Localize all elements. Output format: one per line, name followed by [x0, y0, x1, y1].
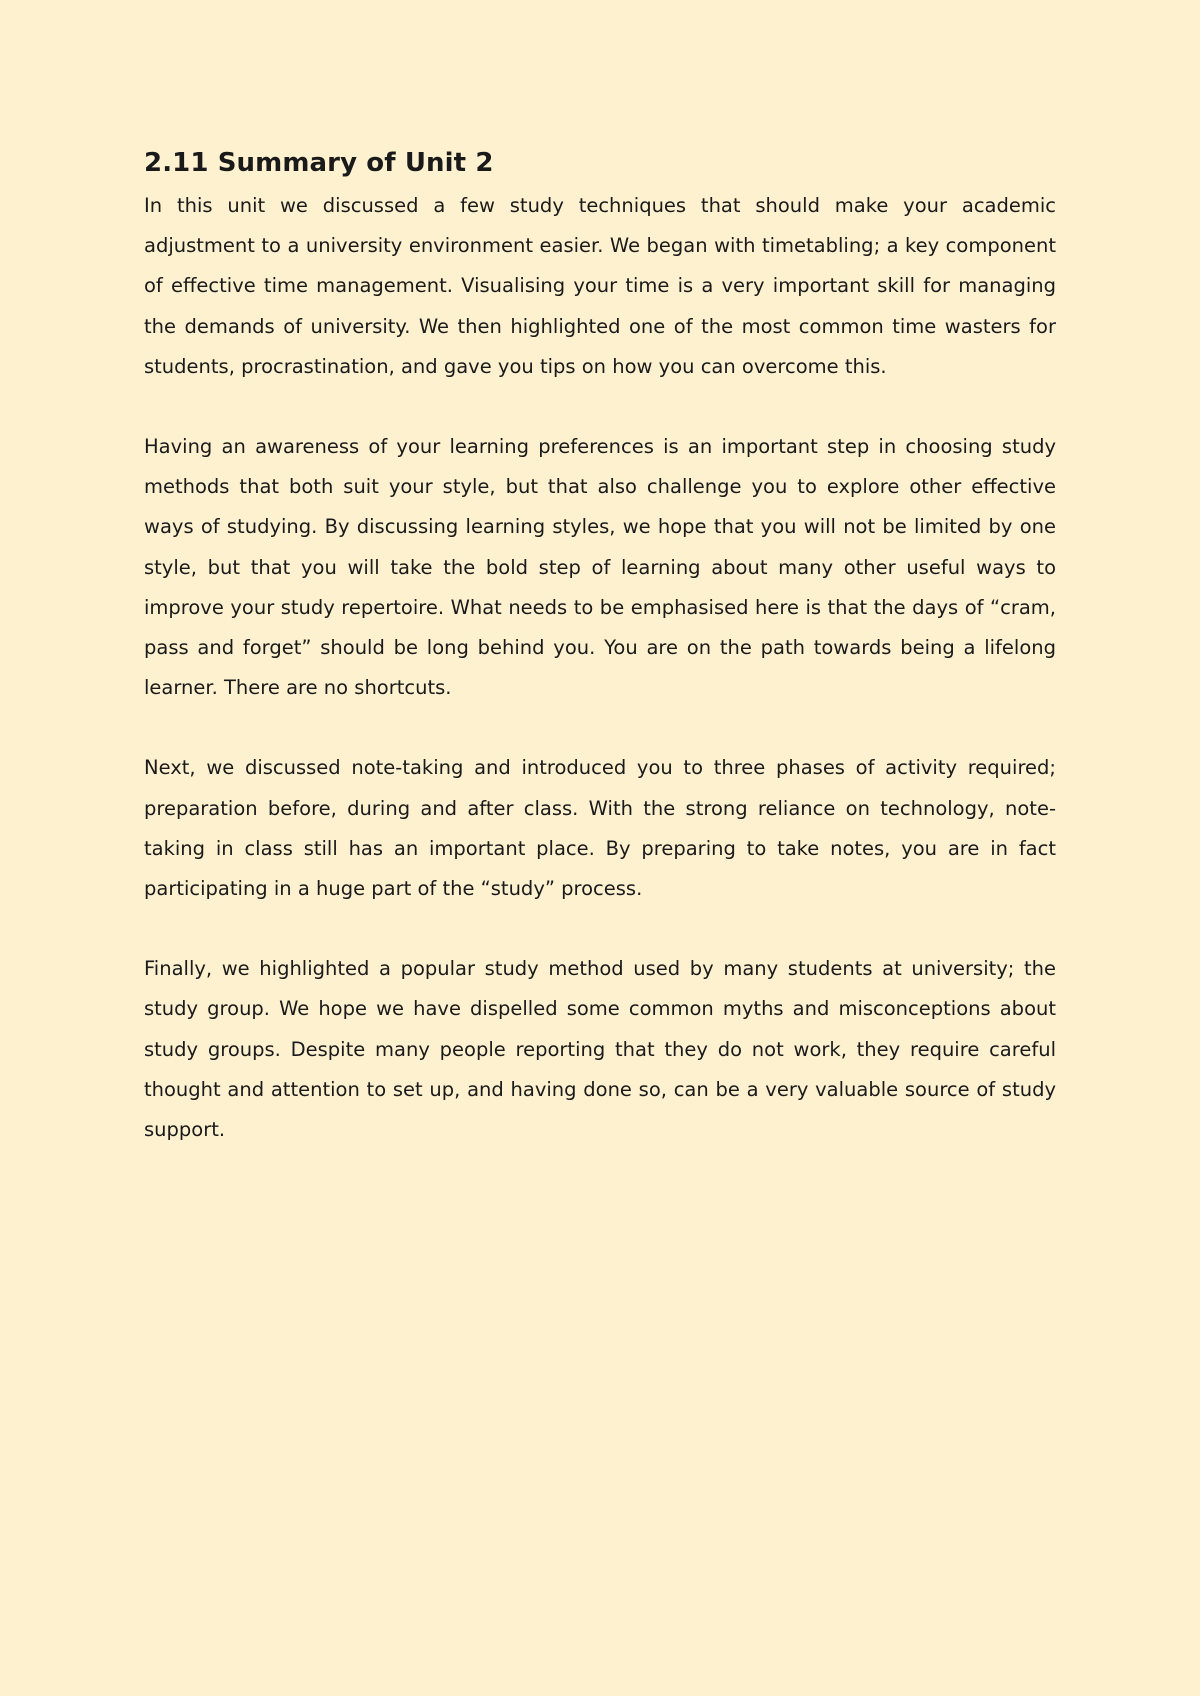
paragraph-study-group: Finally, we highlighted a popular study method used by many students at university; the study group. We hope we have dispelled some common myths and misconceptions about study groups. Despite many people reporting that they do not work, they require careful thought and attention to set up, and having done so, can be a very valuable source of study support.	[144, 957, 1056, 1142]
document-page	[144, 140, 1056, 1190]
paragraph-note-taking: Next, we discussed note-taking and introduced you to three phases of activity required; preparation before, during and after class. With the strong reliance on technology, note-taking in class still has an important place. By preparing to take notes, you are in fact participating in a huge part of the “study” process.	[144, 756, 1056, 901]
paragraph-learning-preferences: Having an awareness of your learning preferences is an important step in choosing study methods that both suit your style, but that also challenge you to explore other effective ways of studying. By discussing learning styles, we hope that you will not be limited by one style, but that you will take the bold step of learning about many other useful ways to improve your study repertoire. What needs to be emphasised here is that the days of “cram, pass and forget” should be long behind you. You are on the path towards being a lifelong learner. There are no shortcuts.	[144, 435, 1056, 700]
section-heading: 2.11 Summary of Unit 2	[144, 148, 494, 178]
paragraph-study-techniques: In this unit we discussed a few study techniques that should make your academic adjustment to a university environment easier. We began with timetabling; a key component of effective time management. Visualising your time is a very important skill for managing the demands of university. We then highlighted one of the most common time wasters for students, procrastination, and gave you tips on how you can overcome this.	[144, 194, 1056, 378]
